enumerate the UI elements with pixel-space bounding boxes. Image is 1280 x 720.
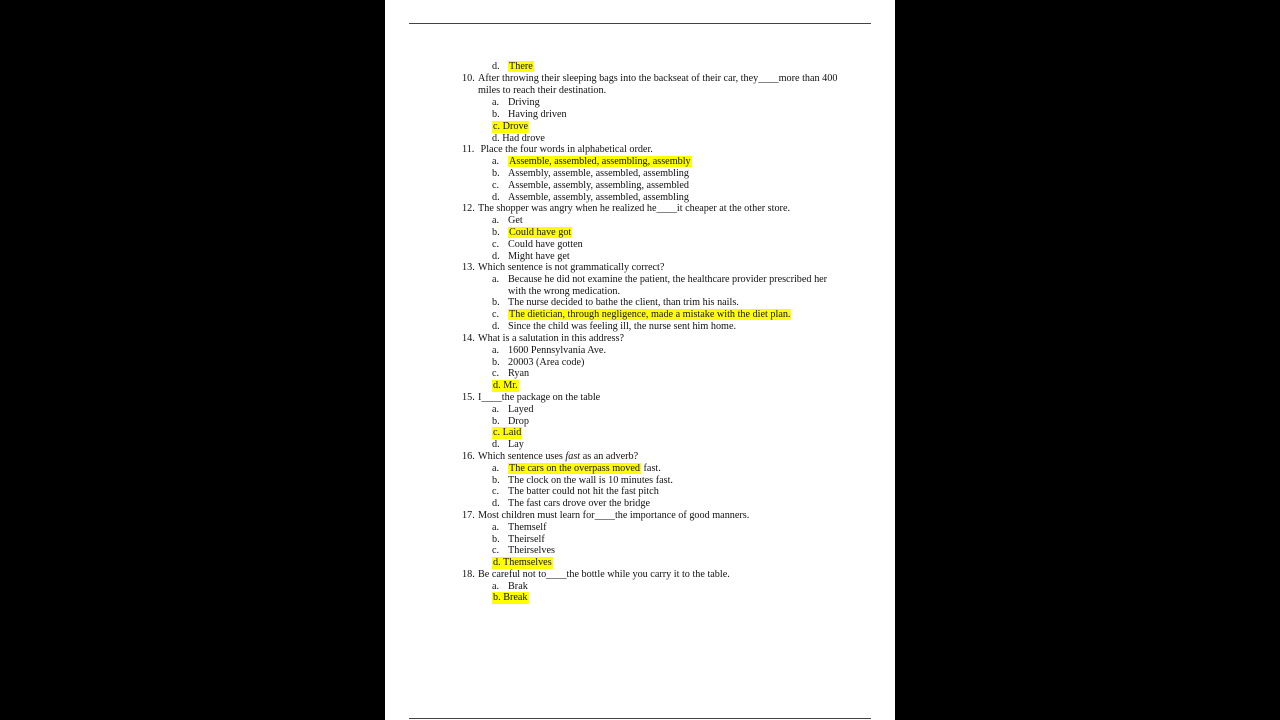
q10-option-a: a. Driving [492,97,540,108]
header-rule [409,23,871,24]
q11-option-d: d. Assemble, assembly, assembled, assembling [492,192,689,203]
answer-highlight: The cars on the overpass moved [509,463,640,474]
question-12: 12. The shopper was angry when he realized he____it cheaper at the other store. [462,203,791,214]
q11-option-c: c. Assemble, assembly, assembling, assembled [492,180,689,191]
q16-option-a: a. The cars on the overpass moved fast. [492,463,661,474]
q13-option-d: d. Since the child was feeling ill, the nurse sent him home. [492,321,737,332]
q12-option-b: b. Could have got [492,227,572,238]
question-13: 13. Which sentence is not grammatically correct? [462,262,665,273]
question-10: 10. After throwing their sleeping bags into the backseat of their car, they____more than 400 [462,73,838,84]
q15-option-a: a. Layed [492,404,534,415]
q12-option-c: c. Could have gotten [492,239,583,250]
question-11: 11. Place the four words in alphabetical order. [462,144,653,155]
answer-highlight: Assemble, assembled, assembling, assembly [509,156,691,167]
q13-option-a: a. Because he did not examine the patient, the healthcare provider prescribed her [492,274,828,285]
q12-option-d: d. Might have get [492,251,570,262]
q10-option-c-answer-highlight: c. Drove [493,121,529,132]
question-17: 17. Most children must learn for____the importance of good manners. [462,510,750,521]
q11-option-b: b. Assembly, assemble, assembled, assembling [492,168,689,179]
q15-option-d: d. Lay [492,439,524,450]
q14-option-c: c. Ryan [492,368,530,379]
q14-option-a: a. 1600 Pennsylvania Ave. [492,345,606,356]
q16-option-d: d. The fast cars drove over the bridge [492,498,650,509]
document-page [385,0,895,720]
q14-option-d-answer-highlight: d. Mr. [493,380,518,391]
q15-option-c-answer-highlight: c. Laid [493,427,522,438]
question-16: 16. Which sentence uses fast as an adverb? [462,451,639,462]
q13-option-b: b. The nurse decided to bathe the client, than trim his nails. [492,297,739,308]
q11-option-a: a. Assemble, assembled, assembling, assembly [492,156,691,167]
q12-option-a: a. Get [492,215,523,226]
q17-option-a: a. Themself [492,522,547,533]
answer-highlight: Could have got [509,227,572,238]
answer-highlight: The dietician, through negligence, made a mistake with the diet plan. [509,309,791,320]
q13-option-c: c. The dietician, through negligence, made a mistake with the diet plan. [492,309,791,320]
q17-option-d-answer-highlight: d. Themselves [493,557,552,568]
answer-highlight: There [509,61,533,72]
q16-option-b: b. The clock on the wall is 10 minutes fast. [492,475,673,486]
q13-option-a-continued: with the wrong medication. [508,286,621,297]
q17-option-b: b. Theirself [492,534,545,545]
q15-option-b: b. Drop [492,416,529,427]
q10-option-d: d. Had drove [492,133,545,144]
q16-option-c: c. The batter could not hit the fast pitch [492,486,659,497]
footer-rule [409,718,871,719]
q18-option-b-answer-highlight: b. Break [493,592,528,603]
q14-option-b: b. 20003 (Area code) [492,357,585,368]
question-18: 18. Be careful not to____the bottle while you carry it to the table. [462,569,730,580]
question-14: 14. What is a salutation in this address? [462,333,624,344]
question-10-continued: miles to reach their destination. [478,85,607,96]
q9-option-d: d. There [492,61,533,72]
q17-option-c: c. Theirselves [492,545,555,556]
q10-option-b: b. Having driven [492,109,567,120]
q18-option-a: a. Brak [492,581,528,592]
question-15: 15. I____the package on the table [462,392,601,403]
